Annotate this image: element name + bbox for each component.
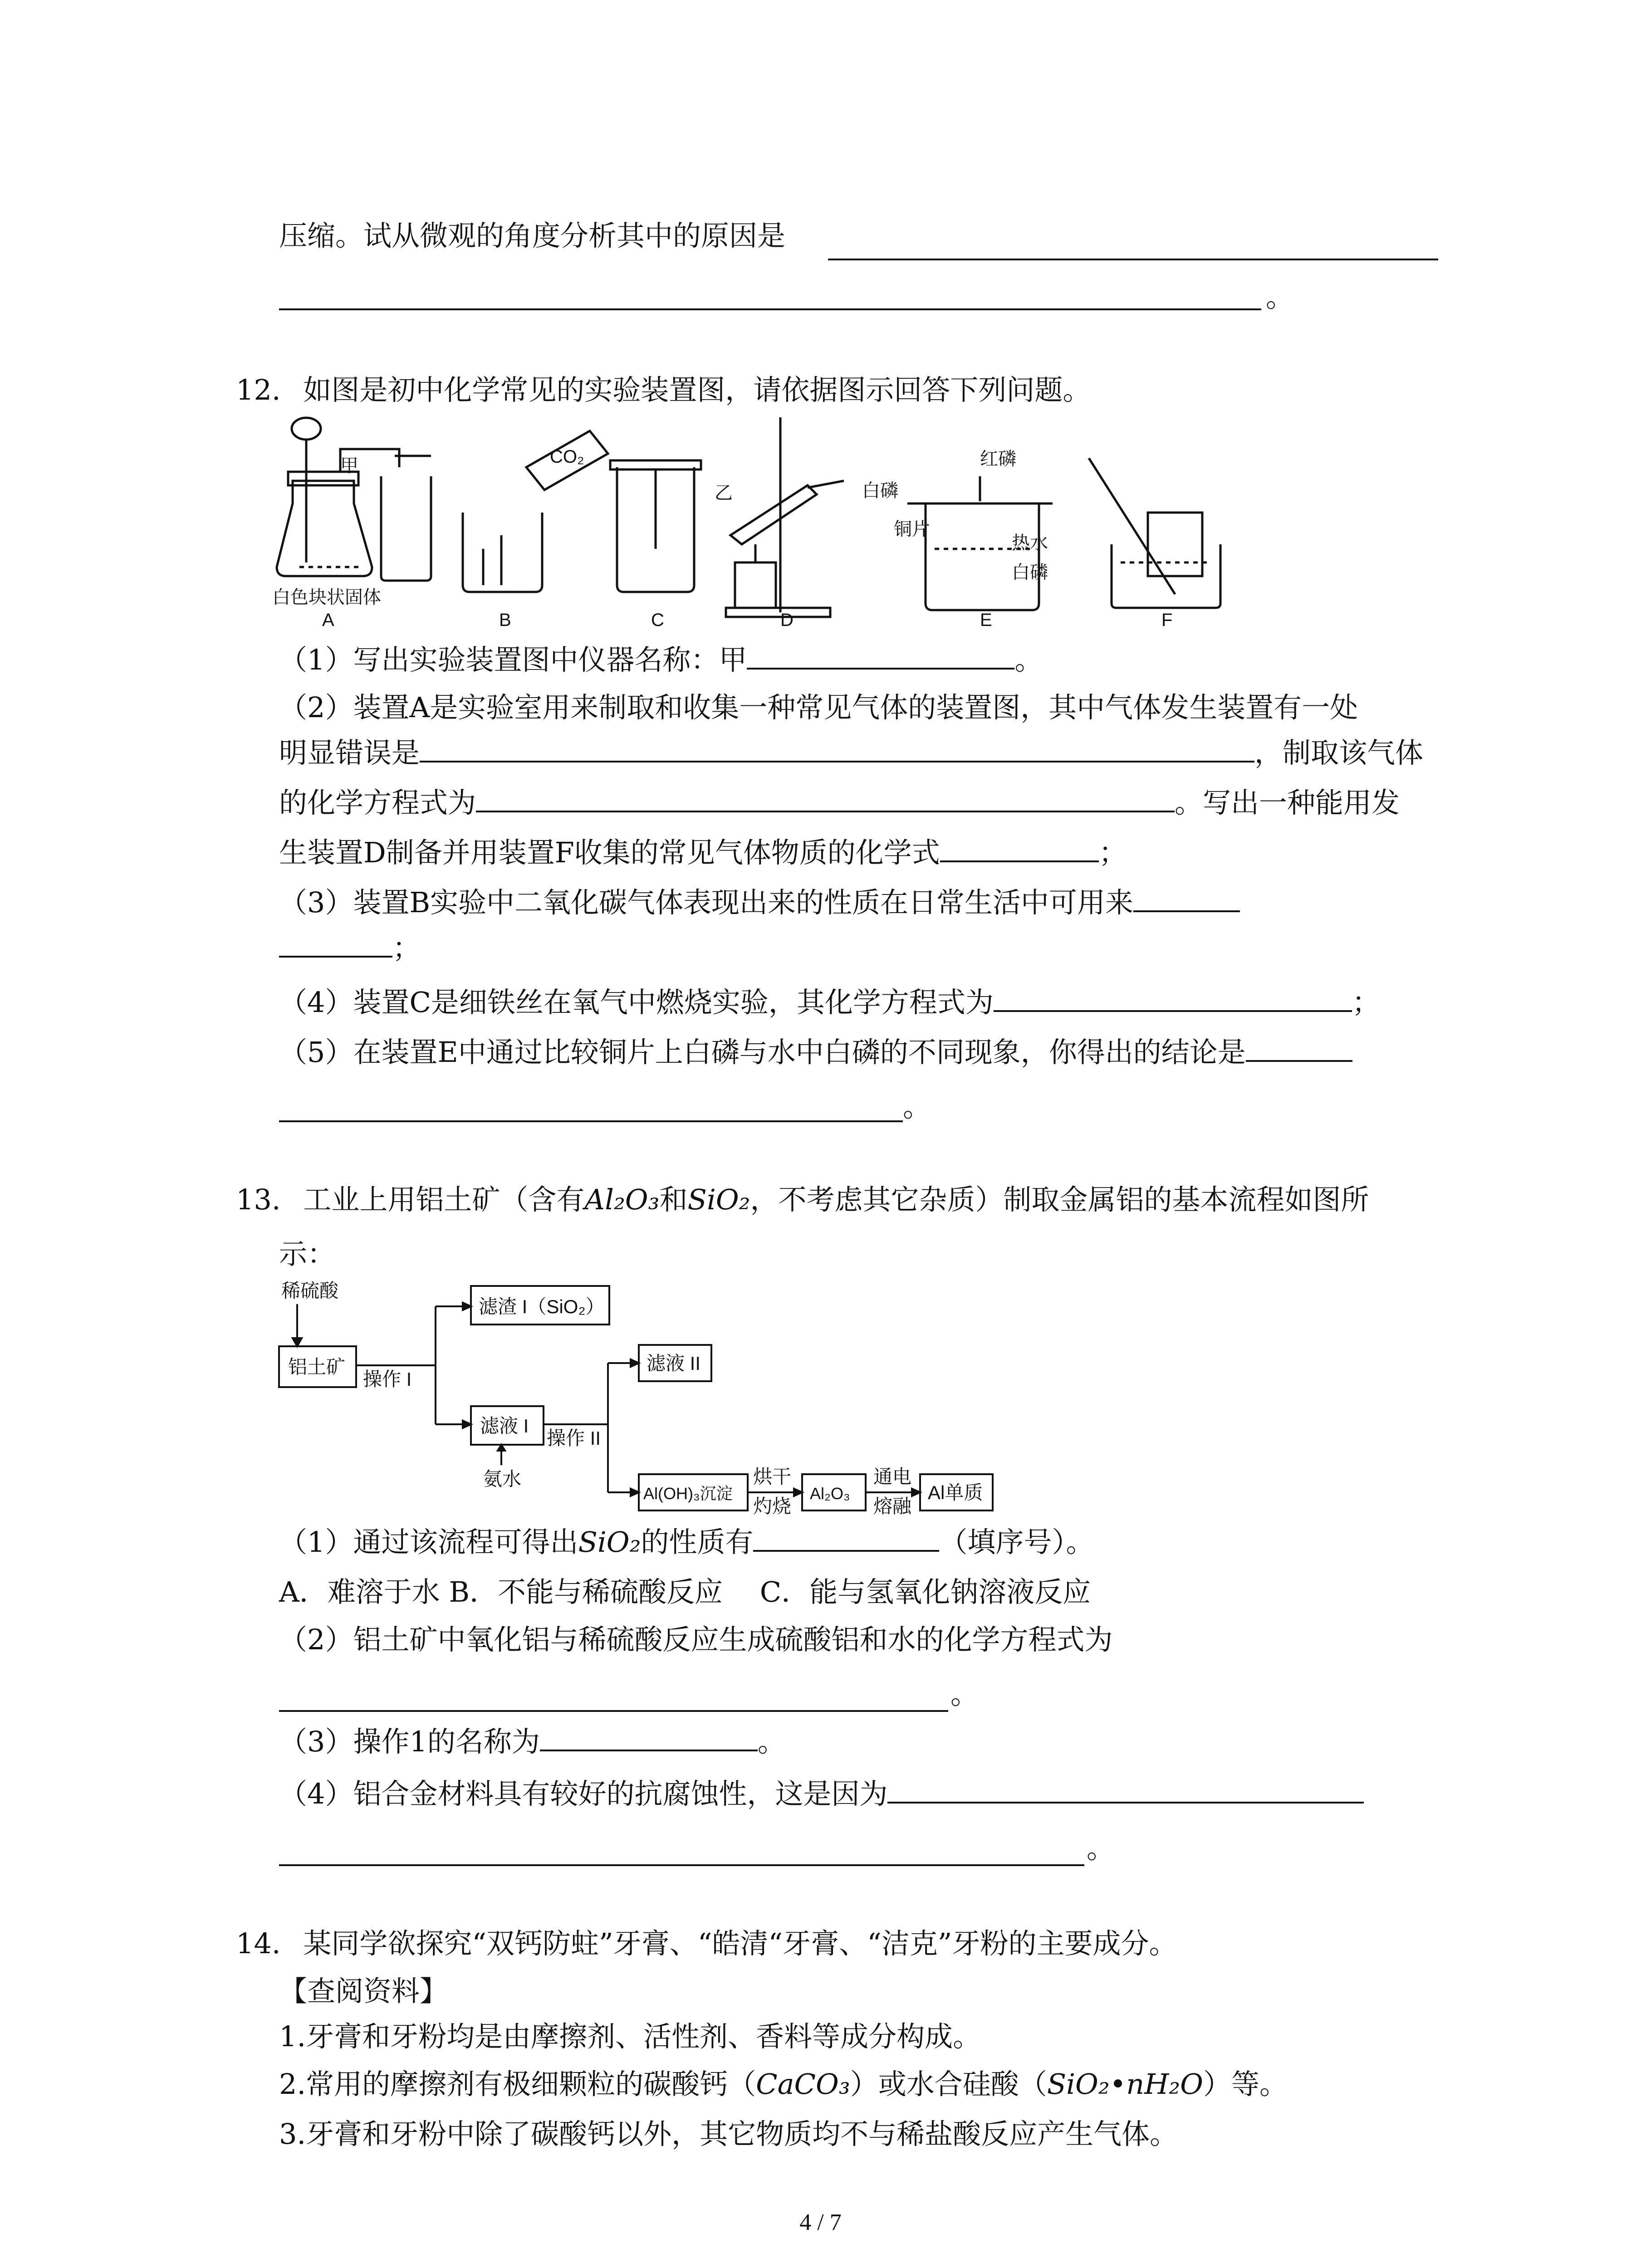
q12-p3-a: （3）装置B实验中二氧化碳气体表现出来的性质在日常生活中可用来 xyxy=(279,882,1240,923)
q14-item1: 1.牙膏和牙粉均是由摩擦剂、活性剂、香料等成分构成。 xyxy=(279,2020,981,2053)
q14-heading: 【查阅资料】 xyxy=(279,1975,448,2008)
answer-blank[interactable] xyxy=(279,1120,903,1122)
label-A: A xyxy=(322,610,334,630)
label-white-p-bottom: 白磷 xyxy=(1012,562,1048,582)
flow-elec: 通电 xyxy=(873,1466,912,1487)
q13-p2: （2）铝土矿中氧化铝与稀硫酸反应生成硫酸铝和水的化学方程式为 xyxy=(279,1623,1113,1656)
flow-acid: 稀硫酸 xyxy=(281,1280,339,1301)
q13-stem-c: 示： xyxy=(279,1237,336,1271)
q13-p4-end: 。 xyxy=(1087,1832,1115,1865)
label-E: E xyxy=(980,610,992,630)
q13-p3: （3）操作1的名称为 。 xyxy=(279,1721,786,1762)
answer-blank[interactable] xyxy=(476,782,1175,812)
label-co2: CO₂ xyxy=(550,447,584,467)
q12-stem: 12. 如图是初中化学常见的实验装置图，请依据图示回答下列问题。 xyxy=(236,373,1091,406)
answer-blank[interactable] xyxy=(1133,882,1240,912)
q13-flowchart xyxy=(272,1275,1066,1524)
flow-filtrate2: 滤液 II xyxy=(647,1353,701,1374)
q14-item2: 2.常用的摩擦剂有极细颗粒的碳酸钙（CaCO₃）或水合硅酸（SiO₂•nH₂O）等。 xyxy=(279,2068,1288,2101)
q12-p2-c: 的化学方程式为 。写出一种能用发 xyxy=(279,782,1400,823)
q13-p1: （1）通过该流程可得出SiO₂的性质有 （填序号）。 xyxy=(279,1522,1094,1563)
answer-blank[interactable] xyxy=(887,1774,1364,1804)
flow-op2: 操作 II xyxy=(547,1427,601,1449)
flow-op1: 操作 I xyxy=(363,1369,412,1390)
flow-dry: 烘干 xyxy=(753,1466,792,1487)
q12-p5-end: 。 xyxy=(903,1090,931,1123)
q12-apparatus-figure xyxy=(272,413,1225,631)
label-white-solid: 白色块状固体 xyxy=(272,587,381,607)
flow-residue: 滤渣 I（SiO₂） xyxy=(479,1296,605,1317)
q14-item3: 3.牙膏和牙粉中除了碳酸钙以外，其它物质均不与稀盐酸反应产生气体。 xyxy=(279,2117,1178,2151)
flow-ore: 铝土矿 xyxy=(288,1356,346,1378)
q12-p2-d: 生装置D制备并用装置F收集的常见气体物质的化学式 ； xyxy=(279,832,1127,873)
answer-blank[interactable] xyxy=(828,259,1438,260)
answer-blank[interactable] xyxy=(940,832,1099,862)
q12-p4: （4）装置C是细铁丝在氧气中燃烧实验，其化学方程式为 ； xyxy=(279,982,1380,1023)
flow-ammonia: 氨水 xyxy=(483,1468,522,1490)
label-C: C xyxy=(651,610,664,630)
flow-al: Al单质 xyxy=(928,1482,983,1503)
q12-p2-b: 明显错误是 ，制取该气体 xyxy=(279,733,1423,773)
flow-melt: 熔融 xyxy=(873,1496,912,1517)
label-yi: 乙 xyxy=(715,483,733,503)
answer-blank[interactable] xyxy=(753,1522,939,1552)
q12-p1: （1）写出实验装置图中仪器名称：甲 。 xyxy=(279,640,1043,680)
q12-p2-a: （2）装置A是实验室用来制取和收集一种常见气体的装置图，其中气体发生装置有一处 xyxy=(279,691,1358,724)
answer-blank[interactable] xyxy=(279,1710,948,1712)
label-copper: 铜片 xyxy=(894,519,930,539)
q13-stem: 13. 工业上用铝土矿（含有Al₂O₃和SiO₂，不考虑其它杂质）制取金属铝的基本流程如图所 xyxy=(236,1183,1369,1216)
answer-blank[interactable] xyxy=(420,733,1254,763)
flow-precipitate: Al(OH)₃沉淀 xyxy=(643,1484,733,1503)
q13-options: A．难溶于水 B．不能与稀硫酸反应 C．能与氢氧化钠溶液反应 xyxy=(279,1575,1091,1608)
page-number: 4 / 7 xyxy=(799,2209,842,2235)
answer-blank[interactable] xyxy=(994,982,1352,1012)
answer-blank[interactable] xyxy=(279,1864,1084,1866)
answer-blank[interactable] xyxy=(540,1721,758,1751)
label-red-p: 红磷 xyxy=(980,449,1016,469)
q13-p2-end: 。 xyxy=(950,1677,979,1711)
label-jia: 甲 xyxy=(340,456,358,476)
label-F: F xyxy=(1161,610,1173,630)
answer-blank[interactable] xyxy=(279,308,1261,310)
q11-line1: 压缩。试从微观的角度分析其中的原因是 xyxy=(279,219,786,252)
q12-p3-b: ； xyxy=(279,928,421,968)
answer-blank[interactable] xyxy=(279,928,392,958)
q12-p5: （5）在装置E中通过比较铜片上白磷与水中白磷的不同现象，你得出的结论是 xyxy=(279,1032,1352,1073)
answer-blank[interactable] xyxy=(1246,1032,1352,1062)
label-D: D xyxy=(780,610,794,630)
q11-end: 。 xyxy=(1266,280,1294,313)
q13-p4: （4）铝合金材料具有较好的抗腐蚀性，这是因为 xyxy=(279,1774,1364,1814)
flow-burn: 灼烧 xyxy=(753,1496,792,1517)
flow-filtrate1: 滤液 I xyxy=(480,1415,529,1437)
label-hot-water: 热水 xyxy=(1012,533,1048,553)
label-white-p-top: 白磷 xyxy=(862,481,898,501)
q14-stem: 14. 某同学欲探究“双钙防蛀”牙膏、“皓清“牙膏、“洁克”牙粉的主要成分。 xyxy=(236,1927,1177,1960)
flow-alumina: Al₂O₃ xyxy=(810,1484,850,1503)
label-B: B xyxy=(499,610,511,630)
answer-blank[interactable] xyxy=(747,640,1014,670)
